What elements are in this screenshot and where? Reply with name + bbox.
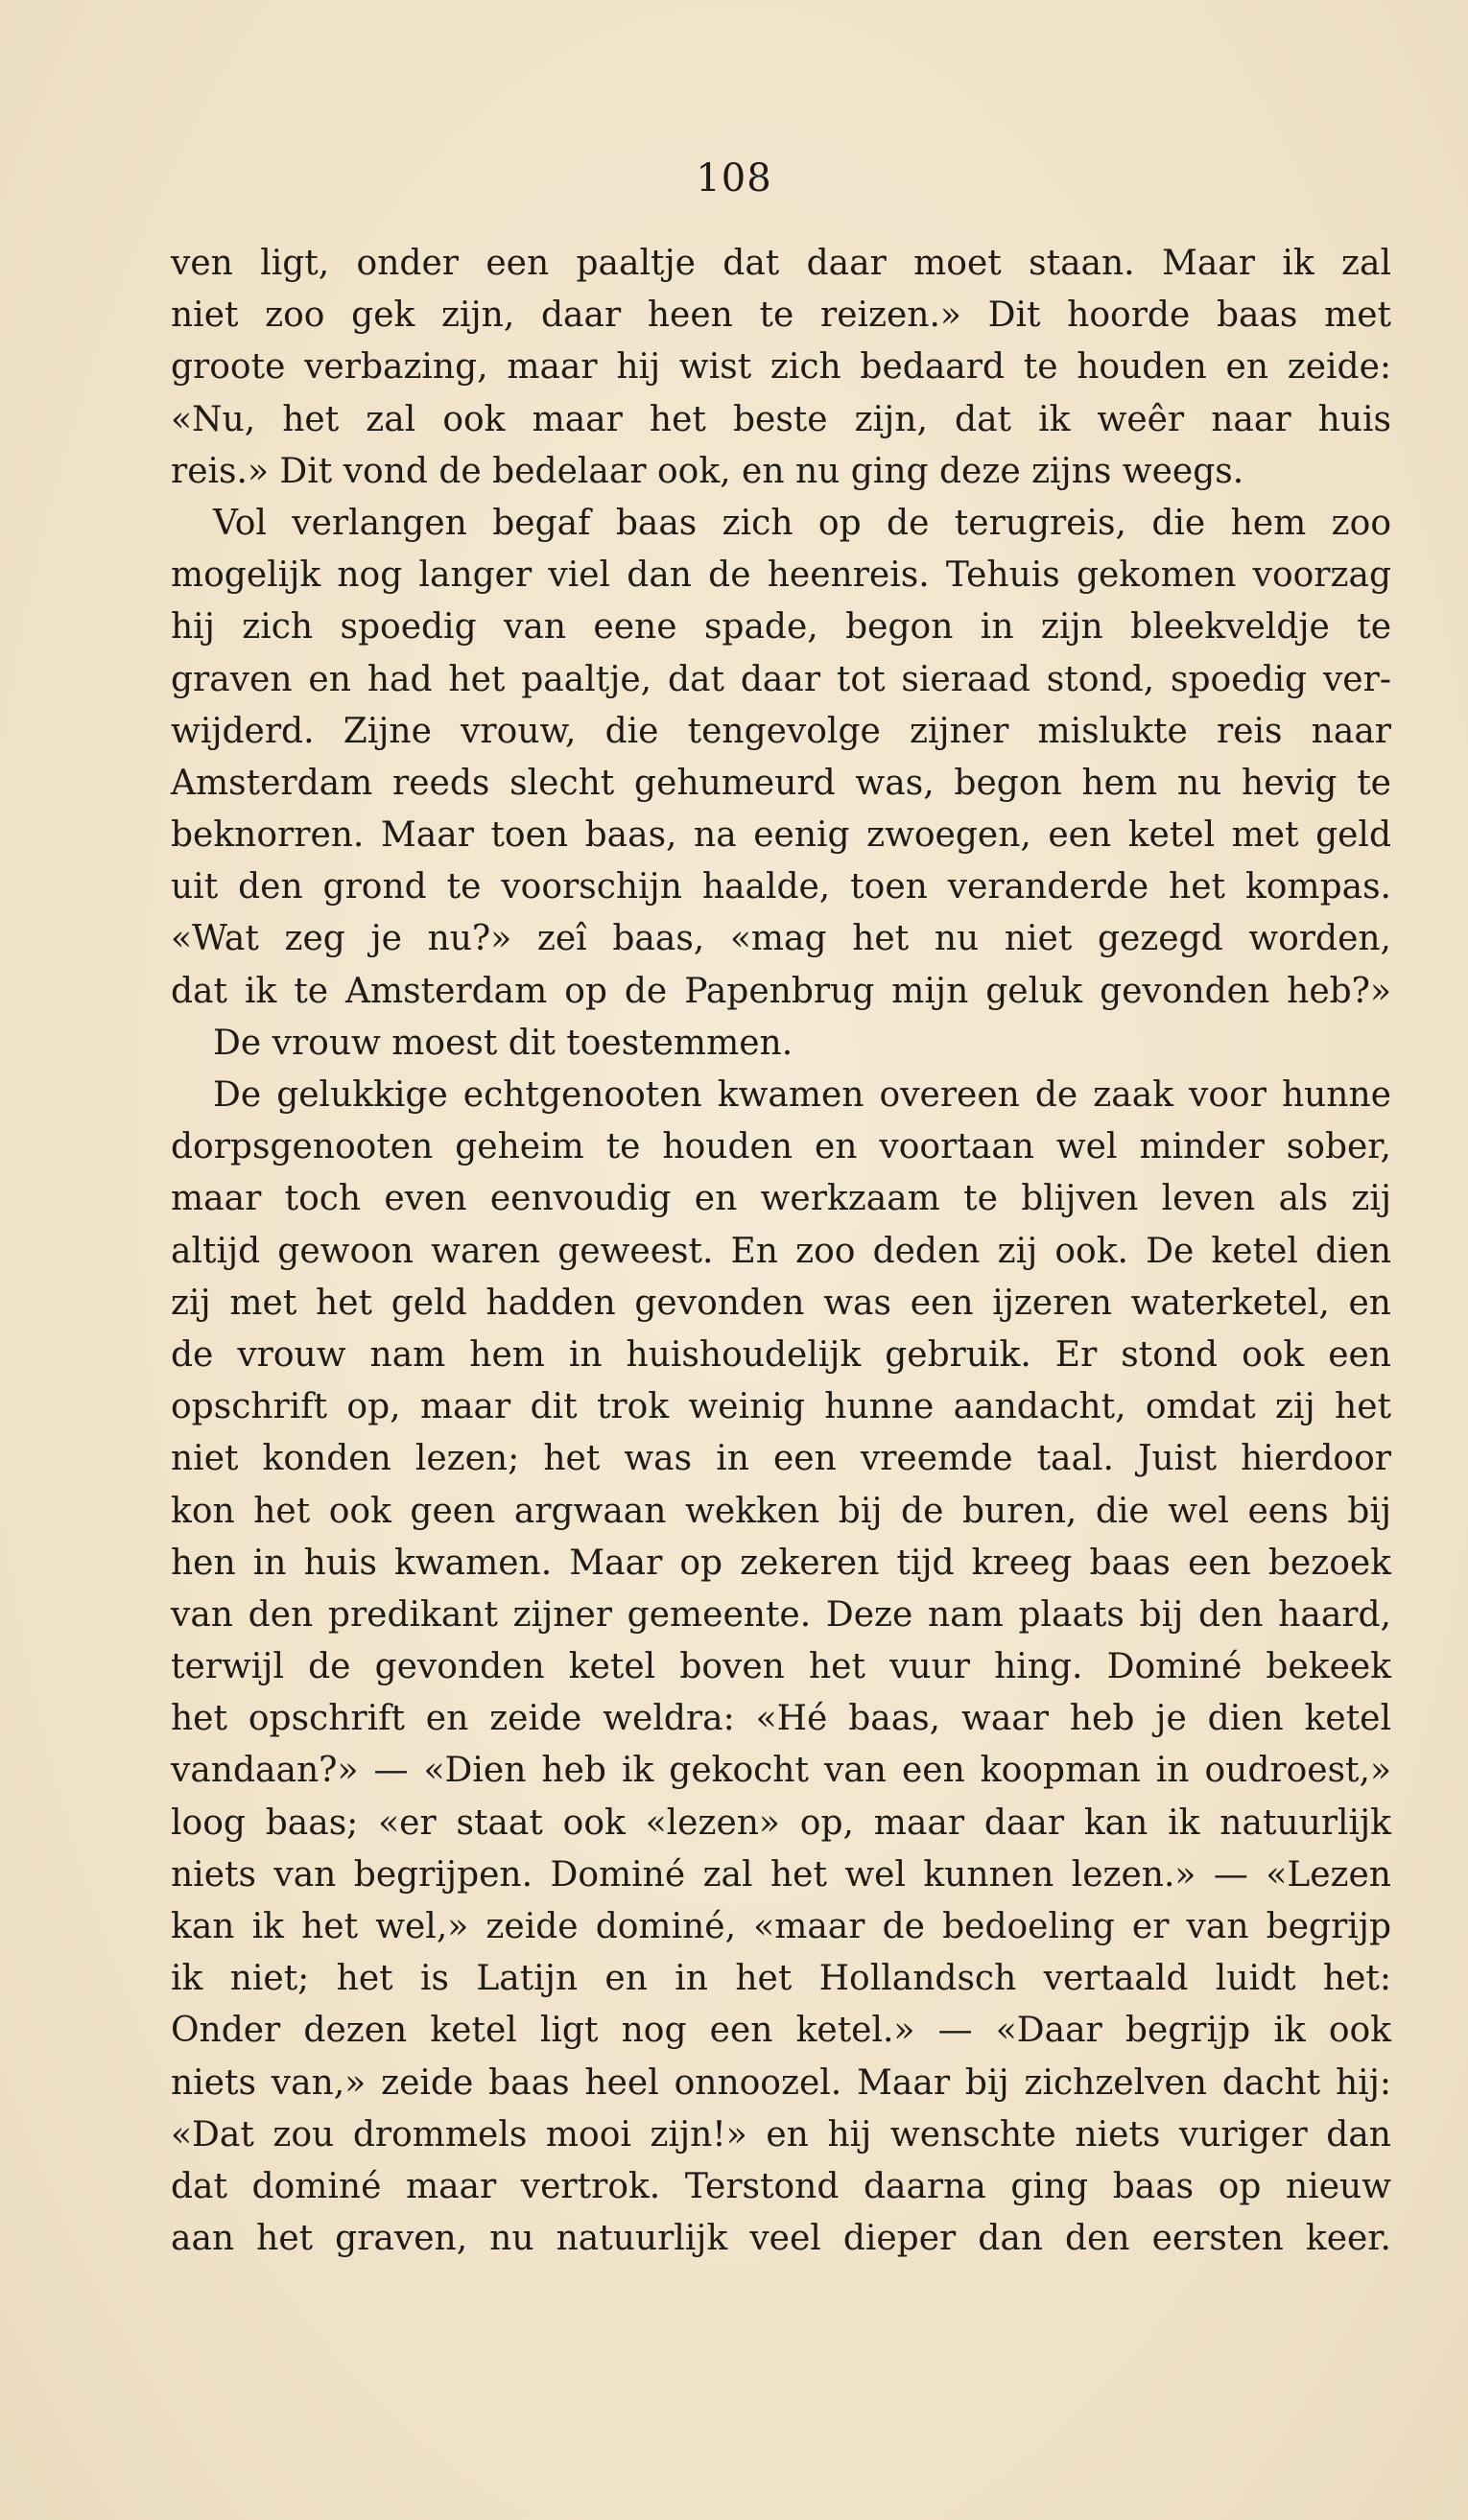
text-line: niet konden lezen; het was in een vreemde taal. Juist hierdoor xyxy=(171,1439,1391,1479)
text-line: altijd gewoon waren geweest. En zoo deden zij ook. De ketel dien xyxy=(171,1231,1391,1271)
page-number: 108 xyxy=(696,156,772,200)
text-line: De vrouw moest dit toestemmen. xyxy=(213,1023,793,1063)
text-line: niet zoo gek zijn, daar heen te reizen.» Dit hoorde baas met xyxy=(171,295,1391,336)
text-line: niets van begrijpen. Dominé zal het wel kunnen lezen.» — «Lezen xyxy=(171,1854,1391,1895)
text-line: dat ik te Amsterdam op de Papenbrug mijn geluk gevonden heb?» xyxy=(171,971,1391,1011)
text-line: De gelukkige echtgenooten kwamen overeen de zaak voor hunne xyxy=(213,1075,1391,1115)
text-line: kan ik het wel,» zeide dominé, «maar de bedoeling er van begrijp xyxy=(171,1907,1391,1946)
text-line: «Nu, het zal ook maar het beste zijn, dat ik weêr naar huis xyxy=(171,399,1391,439)
text-line: hij zich spoedig van eene spade, begon in zijn bleekveldje te xyxy=(171,607,1391,648)
text-line: zij met het geld hadden gevonden was een ijzeren waterketel, en xyxy=(171,1283,1391,1323)
text-line: niets van,» zeide baas heel onnoozel. Maar bij zichzelven dacht hij: xyxy=(171,2062,1391,2103)
text-line: graven en had het paaltje, dat daar tot sieraad stond, spoedig ver- xyxy=(171,659,1391,699)
text-line: vandaan?» — «Dien heb ik gekocht van een koopman in oudroest,» xyxy=(171,1751,1391,1791)
text-line: «Wat zeg je nu?» zeî baas, «mag het nu niet gezegd worden, xyxy=(171,919,1391,959)
text-line: maar toch even eenvoudig en werkzaam te blijven leven als zij xyxy=(171,1179,1391,1219)
body-text xyxy=(171,238,1391,2265)
text-line: Vol verlangen begaf baas zich op de terugreis, die hem zoo xyxy=(213,503,1391,543)
text-line: beknorren. Maar toen baas, na eenig zwoegen, een ketel met geld xyxy=(171,815,1391,856)
text-line: hen in huis kwamen. Maar op zekeren tijd kreeg baas een bezoek xyxy=(171,1543,1391,1583)
text-line: Amsterdam reeds slecht gehumeurd was, begon hem nu hevig te xyxy=(171,763,1391,803)
text-line: ik niet; het is Latijn en in het Hollandsch vertaald luidt het: xyxy=(171,1959,1391,1999)
text-line: dat dominé maar vertrok. Terstond daarna ging baas op nieuw xyxy=(171,2166,1391,2206)
text-line: ven ligt, onder een paaltje dat daar moet staan. Maar ik zal xyxy=(171,244,1391,283)
text-line: reis.» Dit vond de bedelaar ook, en nu ging deze zijns weegs. xyxy=(171,451,1244,491)
text-line: van den predikant zijner gemeente. Deze nam plaats bij den haard, xyxy=(171,1594,1391,1635)
text-line: mogelijk nog langer viel dan de heenreis. Tehuis gekomen voorzag xyxy=(171,555,1391,596)
text-line: uit den grond te voorschijn haalde, toen veranderde het kompas. xyxy=(171,867,1391,907)
text-line: wijderd. Zijne vrouw, die tengevolge zijner mislukte reis naar xyxy=(171,711,1391,751)
text-line: Onder dezen ketel ligt nog een ketel.» — «Daar begrijp ik ook xyxy=(171,2011,1391,2051)
text-line: groote verbazing, maar hij wist zich bedaard te houden en zeide: xyxy=(171,347,1391,388)
text-line: dorpsgenooten geheim te houden en voortaan wel minder sober, xyxy=(171,1127,1391,1167)
text-line: het opschrift en zeide weldra: «Hé baas, waar heb je dien ketel xyxy=(171,1699,1391,1739)
text-line: aan het graven, nu natuurlijk veel dieper dan den eersten keer. xyxy=(171,2219,1391,2259)
text-line: kon het ook geen argwaan wekken bij de buren, die wel eens bij xyxy=(171,1491,1391,1531)
text-line: «Dat zou drommels mooi zijn!» en hij wenschte niets vuriger dan xyxy=(171,2114,1391,2155)
text-line: de vrouw nam hem in huishoudelijk gebruik. Er stond ook een xyxy=(171,1334,1391,1375)
text-line: terwijl de gevonden ketel boven het vuur hing. Dominé bekeek xyxy=(171,1647,1391,1687)
text-line: loog baas; «er staat ook «lezen» op, maar daar kan ik natuurlijk xyxy=(171,1802,1391,1843)
text-line: opschrift op, maar dit trok weinig hunne aandacht, omdat zij het xyxy=(171,1387,1391,1427)
